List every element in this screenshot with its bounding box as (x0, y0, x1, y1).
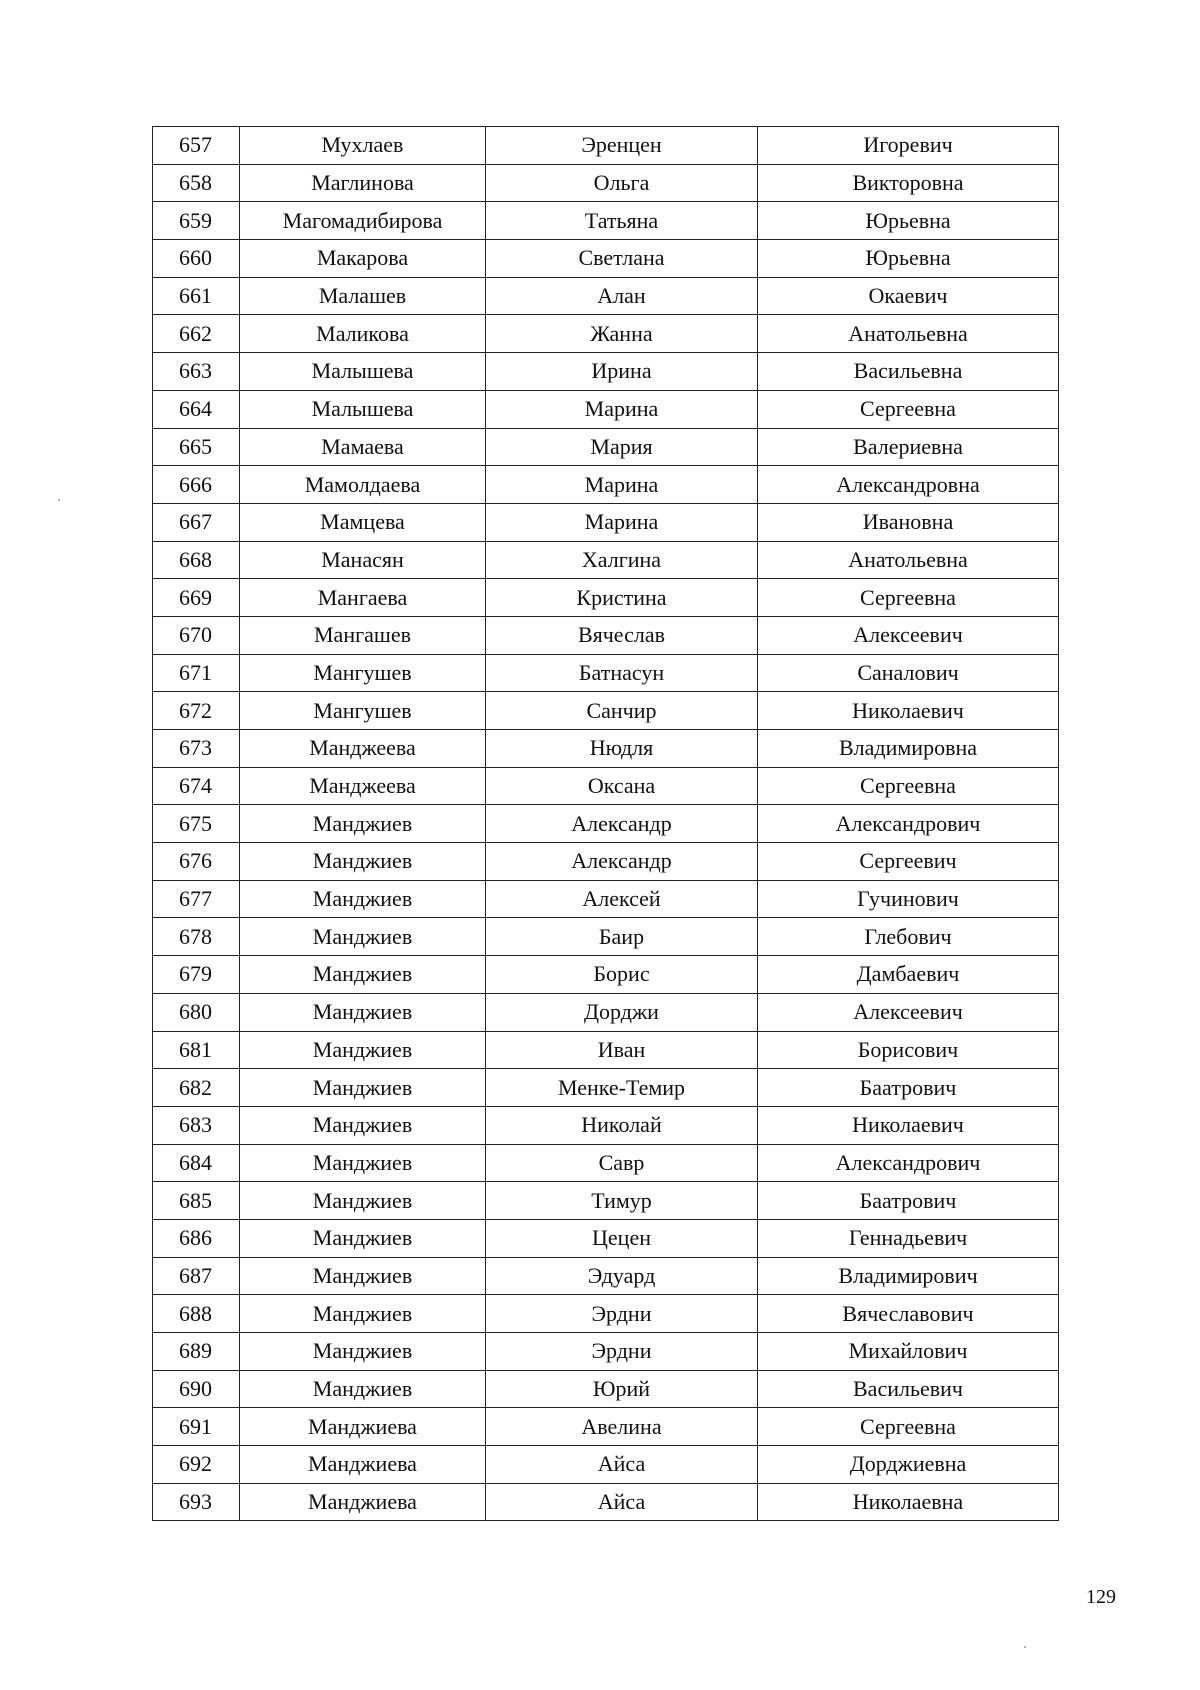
surname-cell: Манджиев (240, 805, 486, 843)
row-number-cell: 681 (153, 1031, 240, 1069)
surname-cell: Маглинова (240, 164, 486, 202)
patronymic-cell: Юрьевна (758, 240, 1059, 278)
table-row (153, 616, 1059, 654)
table-row (153, 579, 1059, 617)
first-name-cell: Санчир (486, 692, 758, 730)
row-number-cell: 674 (153, 767, 240, 805)
table-row (153, 1257, 1059, 1295)
first-name-cell: Нюдля (486, 730, 758, 768)
table-row (153, 428, 1059, 466)
patronymic-cell: Сергеевна (758, 767, 1059, 805)
table-row (153, 541, 1059, 579)
scan-speck (58, 499, 60, 501)
surname-cell: Малашев (240, 277, 486, 315)
table-row (153, 202, 1059, 240)
surname-cell: Мамаева (240, 428, 486, 466)
patronymic-cell: Баатрович (758, 1069, 1059, 1107)
row-number-cell: 685 (153, 1182, 240, 1220)
row-number-cell: 660 (153, 240, 240, 278)
patronymic-cell: Александровна (758, 466, 1059, 504)
first-name-cell: Николай (486, 1106, 758, 1144)
first-name-cell: Батнасун (486, 654, 758, 692)
row-number-cell: 657 (153, 127, 240, 165)
row-number-cell: 671 (153, 654, 240, 692)
row-number-cell: 662 (153, 315, 240, 353)
row-number-cell: 680 (153, 993, 240, 1031)
table-row (153, 127, 1059, 165)
surname-cell: Манджиев (240, 1333, 486, 1371)
patronymic-cell: Дорджиевна (758, 1446, 1059, 1484)
table-row (153, 240, 1059, 278)
patronymic-cell: Вячеславович (758, 1295, 1059, 1333)
row-number-cell: 675 (153, 805, 240, 843)
patronymic-cell: Владимировна (758, 730, 1059, 768)
first-name-cell: Эрдни (486, 1333, 758, 1371)
table-row (153, 390, 1059, 428)
row-number-cell: 679 (153, 956, 240, 994)
first-name-cell: Борис (486, 956, 758, 994)
surname-cell: Манджиев (240, 1106, 486, 1144)
table-row (153, 692, 1059, 730)
first-name-cell: Татьяна (486, 202, 758, 240)
first-name-cell: Иван (486, 1031, 758, 1069)
surname-cell: Манджиева (240, 1446, 486, 1484)
table-row (153, 993, 1059, 1031)
patronymic-cell: Баатрович (758, 1182, 1059, 1220)
first-name-cell: Кристина (486, 579, 758, 617)
row-number-cell: 661 (153, 277, 240, 315)
patronymic-cell: Анатольевна (758, 541, 1059, 579)
surname-cell: Мухлаев (240, 127, 486, 165)
first-name-cell: Айса (486, 1446, 758, 1484)
table-row (153, 353, 1059, 391)
surname-cell: Манджиев (240, 918, 486, 956)
first-name-cell: Оксана (486, 767, 758, 805)
table-row (153, 1295, 1059, 1333)
patronymic-cell: Анатольевна (758, 315, 1059, 353)
surname-cell: Манджиев (240, 1031, 486, 1069)
first-name-cell: Савр (486, 1144, 758, 1182)
first-name-cell: Тимур (486, 1182, 758, 1220)
row-number-cell: 670 (153, 616, 240, 654)
patronymic-cell: Глебович (758, 918, 1059, 956)
table-row (153, 315, 1059, 353)
patronymic-cell: Окаевич (758, 277, 1059, 315)
surname-cell: Мангушев (240, 654, 486, 692)
table-row (153, 277, 1059, 315)
first-name-cell: Авелина (486, 1408, 758, 1446)
patronymic-cell: Юрьевна (758, 202, 1059, 240)
row-number-cell: 691 (153, 1408, 240, 1446)
row-number-cell: 682 (153, 1069, 240, 1107)
table-row (153, 1333, 1059, 1371)
row-number-cell: 666 (153, 466, 240, 504)
row-number-cell: 665 (153, 428, 240, 466)
patronymic-cell: Сергеевна (758, 579, 1059, 617)
row-number-cell: 693 (153, 1483, 240, 1521)
patronymic-cell: Валериевна (758, 428, 1059, 466)
patronymic-cell: Михайлович (758, 1333, 1059, 1371)
patronymic-cell: Васильевна (758, 353, 1059, 391)
surname-cell: Маликова (240, 315, 486, 353)
patronymic-cell: Александрович (758, 805, 1059, 843)
table-row (153, 1106, 1059, 1144)
table-row (153, 1182, 1059, 1220)
table-row (153, 918, 1059, 956)
surname-cell: Манджиев (240, 993, 486, 1031)
surname-cell: Манджиева (240, 1408, 486, 1446)
surname-cell: Манджиев (240, 1370, 486, 1408)
surname-cell: Макарова (240, 240, 486, 278)
first-name-cell: Менке-Темир (486, 1069, 758, 1107)
first-name-cell: Юрий (486, 1370, 758, 1408)
row-number-cell: 663 (153, 353, 240, 391)
patronymic-cell: Викторовна (758, 164, 1059, 202)
patronymic-cell: Гучинович (758, 880, 1059, 918)
row-number-cell: 686 (153, 1219, 240, 1257)
patronymic-cell: Сергеевна (758, 390, 1059, 428)
first-name-cell: Эдуард (486, 1257, 758, 1295)
surname-cell: Манджиев (240, 956, 486, 994)
patronymic-cell: Геннадьевич (758, 1219, 1059, 1257)
row-number-cell: 659 (153, 202, 240, 240)
surname-cell: Манасян (240, 541, 486, 579)
page-number: 129 (1086, 1586, 1116, 1608)
patronymic-cell: Игоревич (758, 127, 1059, 165)
table-row (153, 843, 1059, 881)
table-row (153, 805, 1059, 843)
row-number-cell: 688 (153, 1295, 240, 1333)
first-name-cell: Дорджи (486, 993, 758, 1031)
table-row (153, 1219, 1059, 1257)
first-name-cell: Александр (486, 843, 758, 881)
surname-cell: Малышева (240, 390, 486, 428)
first-name-cell: Марина (486, 466, 758, 504)
table-row (153, 1483, 1059, 1521)
row-number-cell: 673 (153, 730, 240, 768)
first-name-cell: Алексей (486, 880, 758, 918)
table-row (153, 767, 1059, 805)
surname-cell: Манджиев (240, 1219, 486, 1257)
surname-cell: Манджеева (240, 767, 486, 805)
scan-speck (1024, 1646, 1026, 1648)
first-name-cell: Вячеслав (486, 616, 758, 654)
patronymic-cell: Борисович (758, 1031, 1059, 1069)
row-number-cell: 668 (153, 541, 240, 579)
row-number-cell: 664 (153, 390, 240, 428)
name-list-table (152, 126, 1059, 1521)
row-number-cell: 689 (153, 1333, 240, 1371)
table-row (153, 1144, 1059, 1182)
row-number-cell: 687 (153, 1257, 240, 1295)
surname-cell: Манджиев (240, 1295, 486, 1333)
patronymic-cell: Сергеевна (758, 1408, 1059, 1446)
patronymic-cell: Саналович (758, 654, 1059, 692)
table-row (153, 1069, 1059, 1107)
first-name-cell: Жанна (486, 315, 758, 353)
patronymic-cell: Алексеевич (758, 616, 1059, 654)
patronymic-cell: Дамбаевич (758, 956, 1059, 994)
patronymic-cell: Владимирович (758, 1257, 1059, 1295)
patronymic-cell: Николаевич (758, 1106, 1059, 1144)
first-name-cell: Марина (486, 390, 758, 428)
row-number-cell: 683 (153, 1106, 240, 1144)
surname-cell: Манджиев (240, 880, 486, 918)
table-row (153, 1408, 1059, 1446)
table-row (153, 466, 1059, 504)
patronymic-cell: Сергеевич (758, 843, 1059, 881)
surname-cell: Манджеева (240, 730, 486, 768)
surname-cell: Манджиев (240, 1144, 486, 1182)
first-name-cell: Ольга (486, 164, 758, 202)
surname-cell: Мангушев (240, 692, 486, 730)
row-number-cell: 677 (153, 880, 240, 918)
first-name-cell: Эренцен (486, 127, 758, 165)
first-name-cell: Светлана (486, 240, 758, 278)
name-list-body (153, 127, 1059, 1521)
row-number-cell: 676 (153, 843, 240, 881)
first-name-cell: Мария (486, 428, 758, 466)
surname-cell: Мангашев (240, 616, 486, 654)
patronymic-cell: Александрович (758, 1144, 1059, 1182)
patronymic-cell: Николаевна (758, 1483, 1059, 1521)
table-row (153, 503, 1059, 541)
table-row (153, 1446, 1059, 1484)
surname-cell: Магомадибирова (240, 202, 486, 240)
table-row (153, 880, 1059, 918)
surname-cell: Малышева (240, 353, 486, 391)
first-name-cell: Халгина (486, 541, 758, 579)
first-name-cell: Ирина (486, 353, 758, 391)
row-number-cell: 667 (153, 503, 240, 541)
patronymic-cell: Алексеевич (758, 993, 1059, 1031)
table-row (153, 730, 1059, 768)
surname-cell: Манджиев (240, 1182, 486, 1220)
patronymic-cell: Васильевич (758, 1370, 1059, 1408)
first-name-cell: Марина (486, 503, 758, 541)
first-name-cell: Эрдни (486, 1295, 758, 1333)
surname-cell: Мамолдаева (240, 466, 486, 504)
table-row (153, 956, 1059, 994)
surname-cell: Мангаева (240, 579, 486, 617)
surname-cell: Манджиев (240, 1257, 486, 1295)
surname-cell: Мамцева (240, 503, 486, 541)
row-number-cell: 684 (153, 1144, 240, 1182)
table-row (153, 654, 1059, 692)
row-number-cell: 690 (153, 1370, 240, 1408)
row-number-cell: 669 (153, 579, 240, 617)
surname-cell: Манджиева (240, 1483, 486, 1521)
table-row (153, 1370, 1059, 1408)
first-name-cell: Алан (486, 277, 758, 315)
row-number-cell: 692 (153, 1446, 240, 1484)
patronymic-cell: Николаевич (758, 692, 1059, 730)
row-number-cell: 678 (153, 918, 240, 956)
patronymic-cell: Ивановна (758, 503, 1059, 541)
table-row (153, 1031, 1059, 1069)
first-name-cell: Цецен (486, 1219, 758, 1257)
surname-cell: Манджиев (240, 843, 486, 881)
first-name-cell: Айса (486, 1483, 758, 1521)
row-number-cell: 672 (153, 692, 240, 730)
first-name-cell: Баир (486, 918, 758, 956)
row-number-cell: 658 (153, 164, 240, 202)
table-row (153, 164, 1059, 202)
first-name-cell: Александр (486, 805, 758, 843)
surname-cell: Манджиев (240, 1069, 486, 1107)
